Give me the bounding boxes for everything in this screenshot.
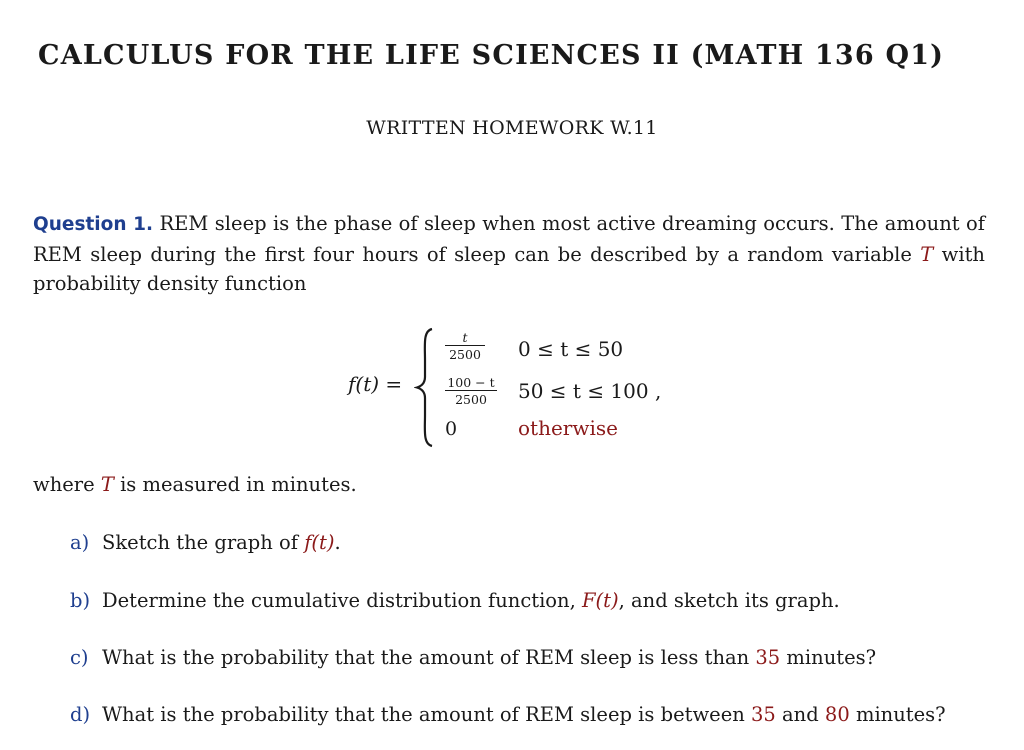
item-text-end: minutes? (849, 703, 946, 726)
item-math: f(t) (304, 531, 335, 554)
item-text-end: , and sketch its graph. (618, 589, 840, 612)
case3-value: 0 (445, 418, 458, 440)
pdf-formula (348, 325, 688, 450)
question-paragraph (33, 209, 985, 299)
case1-condition: 0 ≤ t ≤ 50 (518, 337, 624, 361)
formula-lhs-text: f(t) = (348, 372, 403, 396)
item-number: 35 (751, 703, 776, 726)
case1-fraction (445, 330, 485, 362)
case2-denominator: 2500 (445, 390, 497, 407)
case1-numerator: t (462, 330, 468, 345)
where-variable: T (100, 473, 114, 496)
item-number-2: 80 (824, 703, 850, 726)
item-text-end: . (334, 531, 341, 554)
item-label: b) (70, 589, 91, 612)
item-text: Determine the cumulative distribution function, (102, 589, 583, 612)
question-text-1: REM sleep is the phase of sleep when most active dreaming occurs. The amount of REM sleep during the first four hours of sleep can be described by a random variable (33, 212, 985, 266)
item-math: F(t) (582, 589, 619, 612)
list-item (70, 531, 341, 554)
item-label: c) (70, 646, 89, 669)
list-item (70, 646, 876, 669)
case3-condition: otherwise (518, 416, 618, 440)
left-brace-icon (414, 325, 436, 450)
formula-lhs (348, 372, 402, 396)
case2-numerator: 100 − t (447, 375, 495, 390)
case1-denominator: 2500 (445, 345, 485, 362)
item-number: 35 (755, 646, 781, 669)
item-label: a) (70, 531, 90, 554)
where-line (33, 473, 357, 496)
where-prefix: where (33, 473, 101, 496)
question-text-2: with probability density function (33, 242, 985, 295)
item-text: Sketch the graph of (102, 531, 305, 554)
item-text: What is the probability that the amount of REM sleep is less than (102, 646, 756, 669)
item-text-end: minutes? (780, 646, 877, 669)
item-label: d) (70, 703, 91, 726)
item-text-mid: and (775, 703, 825, 726)
list-item (70, 589, 840, 612)
question-label: Question 1. (33, 214, 154, 235)
question-variable: T (920, 242, 934, 266)
case2-fraction (445, 375, 497, 407)
where-suffix: is measured in minutes. (113, 473, 357, 496)
case2-condition: 50 ≤ t ≤ 100 , (518, 379, 662, 403)
course-title: CALCULUS FOR THE LIFE SCIENCES II (MATH 136 Q1) (38, 40, 945, 71)
homework-title: WRITTEN HOMEWORK W.11 (366, 117, 658, 139)
list-item (70, 703, 946, 726)
item-text: What is the probability that the amount of REM sleep is between (102, 703, 752, 726)
